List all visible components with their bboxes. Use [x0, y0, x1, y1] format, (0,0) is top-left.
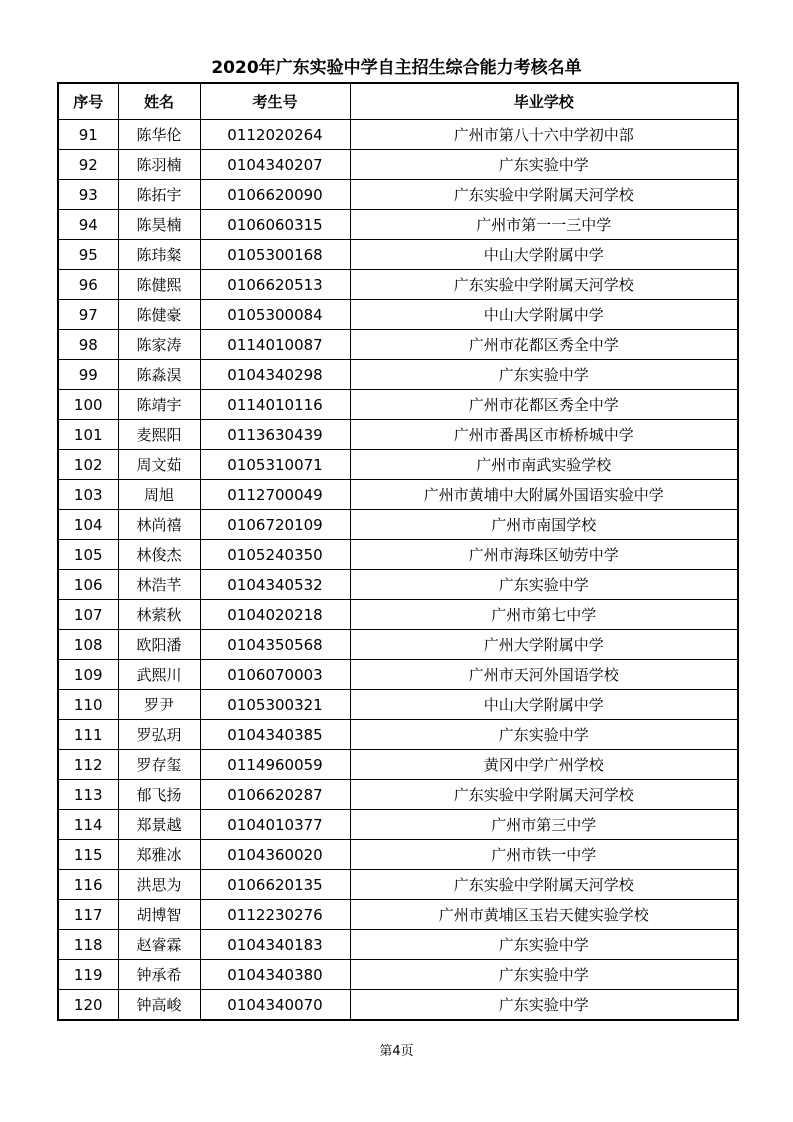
cell-school: 广东实验中学附属天河学校: [350, 180, 738, 210]
cell-exam-id: 0112020264: [200, 120, 350, 150]
table-row: [58, 870, 738, 900]
cell-seq: 112: [58, 750, 118, 780]
table-row: [58, 660, 738, 690]
cell-exam-id: 0112700049: [200, 480, 350, 510]
cell-name: 陈健豪: [118, 300, 200, 330]
table-row: [58, 420, 738, 450]
table-row: [58, 180, 738, 210]
cell-name: 麦熙阳: [118, 420, 200, 450]
cell-name: 陈昊楠: [118, 210, 200, 240]
cell-exam-id: 0105300168: [200, 240, 350, 270]
cell-seq: 91: [58, 120, 118, 150]
cell-name: 郑景越: [118, 810, 200, 840]
cell-school: 广州市花都区秀全中学: [350, 390, 738, 420]
table-body: [58, 120, 738, 1021]
cell-school: 广东实验中学: [350, 990, 738, 1021]
cell-exam-id: 0104340183: [200, 930, 350, 960]
cell-school: 广东实验中学: [350, 960, 738, 990]
table-row: [58, 210, 738, 240]
cell-seq: 120: [58, 990, 118, 1021]
cell-name: 欧阳潘: [118, 630, 200, 660]
cell-exam-id: 0106070003: [200, 660, 350, 690]
cell-seq: 98: [58, 330, 118, 360]
cell-exam-id: 0106060315: [200, 210, 350, 240]
cell-seq: 104: [58, 510, 118, 540]
cell-school: 广州市南国学校: [350, 510, 738, 540]
cell-name: 赵睿霖: [118, 930, 200, 960]
table-row: [58, 960, 738, 990]
cell-exam-id: 0104340070: [200, 990, 350, 1021]
cell-seq: 114: [58, 810, 118, 840]
cell-name: 林俊杰: [118, 540, 200, 570]
cell-seq: 119: [58, 960, 118, 990]
cell-school: 广东实验中学: [350, 150, 738, 180]
cell-exam-id: 0112230276: [200, 900, 350, 930]
cell-seq: 95: [58, 240, 118, 270]
cell-exam-id: 0104360020: [200, 840, 350, 870]
cell-seq: 99: [58, 360, 118, 390]
cell-seq: 103: [58, 480, 118, 510]
table-row: [58, 780, 738, 810]
cell-exam-id: 0104350568: [200, 630, 350, 660]
cell-name: 钟高峻: [118, 990, 200, 1021]
table-row: [58, 930, 738, 960]
cell-seq: 94: [58, 210, 118, 240]
cell-name: 陈淼淏: [118, 360, 200, 390]
cell-school: 广州市海珠区劬劳中学: [350, 540, 738, 570]
cell-school: 广东实验中学: [350, 360, 738, 390]
cell-school: 中山大学附属中学: [350, 240, 738, 270]
cell-exam-id: 0106620287: [200, 780, 350, 810]
cell-name: 胡博智: [118, 900, 200, 930]
cell-school: 广州市第七中学: [350, 600, 738, 630]
cell-seq: 93: [58, 180, 118, 210]
cell-school: 广州市铁一中学: [350, 840, 738, 870]
table-row: [58, 390, 738, 420]
table-row: [58, 510, 738, 540]
cell-school: 广州市番禺区市桥桥城中学: [350, 420, 738, 450]
cell-exam-id: 0106620090: [200, 180, 350, 210]
cell-school: 广东实验中学: [350, 720, 738, 750]
header-exam-id: 考生号: [200, 83, 350, 120]
table-row: [58, 540, 738, 570]
cell-seq: 97: [58, 300, 118, 330]
table-row: [58, 990, 738, 1021]
table-row: [58, 750, 738, 780]
cell-exam-id: 0105310071: [200, 450, 350, 480]
page-title: 2020年广东实验中学自主招生综合能力考核名单: [211, 58, 582, 78]
cell-school: 中山大学附属中学: [350, 300, 738, 330]
cell-name: 罗尹: [118, 690, 200, 720]
cell-exam-id: 0106620135: [200, 870, 350, 900]
cell-exam-id: 0114010116: [200, 390, 350, 420]
cell-school: 广州市天河外国语学校: [350, 660, 738, 690]
cell-school: 广州市第一一三中学: [350, 210, 738, 240]
cell-name: 罗存玺: [118, 750, 200, 780]
table-row: [58, 690, 738, 720]
cell-school: 广东实验中学附属天河学校: [350, 270, 738, 300]
cell-name: 罗弘玥: [118, 720, 200, 750]
cell-seq: 113: [58, 780, 118, 810]
cell-seq: 101: [58, 420, 118, 450]
cell-name: 武熙川: [118, 660, 200, 690]
table-row: [58, 240, 738, 270]
cell-exam-id: 0104340532: [200, 570, 350, 600]
cell-exam-id: 0113630439: [200, 420, 350, 450]
cell-seq: 107: [58, 600, 118, 630]
cell-exam-id: 0106720109: [200, 510, 350, 540]
cell-seq: 109: [58, 660, 118, 690]
cell-exam-id: 0105240350: [200, 540, 350, 570]
cell-exam-id: 0104340380: [200, 960, 350, 990]
cell-school: 广州市黄埔区玉岩天健实验学校: [350, 900, 738, 930]
cell-exam-id: 0105300084: [200, 300, 350, 330]
cell-name: 洪思为: [118, 870, 200, 900]
cell-school: 广州市第三中学: [350, 810, 738, 840]
cell-name: 陈健熙: [118, 270, 200, 300]
cell-school: 广州市第八十六中学初中部: [350, 120, 738, 150]
header-seq: 序号: [58, 83, 118, 120]
cell-name: 林尚禧: [118, 510, 200, 540]
cell-name: 陈家涛: [118, 330, 200, 360]
page-number: 第4页: [379, 1044, 414, 1059]
table-row: [58, 600, 738, 630]
cell-name: 陈玮粲: [118, 240, 200, 270]
cell-school: 广东实验中学附属天河学校: [350, 780, 738, 810]
cell-exam-id: 0106620513: [200, 270, 350, 300]
table-row: [58, 360, 738, 390]
table-row: [58, 300, 738, 330]
cell-name: 周旭: [118, 480, 200, 510]
cell-exam-id: 0105300321: [200, 690, 350, 720]
cell-seq: 117: [58, 900, 118, 930]
table-row: [58, 450, 738, 480]
cell-seq: 106: [58, 570, 118, 600]
cell-name: 林浩芊: [118, 570, 200, 600]
table-row: [58, 120, 738, 150]
cell-school: 广州大学附属中学: [350, 630, 738, 660]
cell-name: 陈华伦: [118, 120, 200, 150]
cell-name: 郑雅冰: [118, 840, 200, 870]
cell-seq: 105: [58, 540, 118, 570]
table-row: [58, 150, 738, 180]
cell-seq: 118: [58, 930, 118, 960]
cell-school: 广东实验中学: [350, 930, 738, 960]
cell-seq: 111: [58, 720, 118, 750]
table-row: [58, 630, 738, 660]
cell-seq: 96: [58, 270, 118, 300]
cell-name: 郁飞扬: [118, 780, 200, 810]
roster-table: [57, 82, 739, 1021]
cell-name: 陈靖宇: [118, 390, 200, 420]
cell-name: 林萦秋: [118, 600, 200, 630]
table-header-row: [58, 83, 738, 120]
cell-seq: 115: [58, 840, 118, 870]
cell-name: 周文茹: [118, 450, 200, 480]
cell-name: 陈拓宇: [118, 180, 200, 210]
table-row: [58, 840, 738, 870]
table-row: [58, 270, 738, 300]
cell-seq: 116: [58, 870, 118, 900]
cell-exam-id: 0104340207: [200, 150, 350, 180]
table-row: [58, 570, 738, 600]
table-row: [58, 810, 738, 840]
cell-school: 广州市花都区秀全中学: [350, 330, 738, 360]
cell-exam-id: 0104020218: [200, 600, 350, 630]
table-row: [58, 900, 738, 930]
cell-school: 广东实验中学: [350, 570, 738, 600]
cell-seq: 110: [58, 690, 118, 720]
cell-exam-id: 0104340298: [200, 360, 350, 390]
cell-seq: 108: [58, 630, 118, 660]
cell-exam-id: 0114960059: [200, 750, 350, 780]
table-row: [58, 330, 738, 360]
cell-school: 中山大学附属中学: [350, 690, 738, 720]
cell-name: 钟承希: [118, 960, 200, 990]
cell-school: 广州市南武实验学校: [350, 450, 738, 480]
cell-seq: 100: [58, 390, 118, 420]
cell-exam-id: 0104340385: [200, 720, 350, 750]
table-row: [58, 720, 738, 750]
header-name: 姓名: [118, 83, 200, 120]
cell-seq: 102: [58, 450, 118, 480]
cell-seq: 92: [58, 150, 118, 180]
cell-school: 广东实验中学附属天河学校: [350, 870, 738, 900]
table-row: [58, 480, 738, 510]
cell-school: 广州市黄埔中大附属外国语实验中学: [350, 480, 738, 510]
cell-exam-id: 0104010377: [200, 810, 350, 840]
header-school: 毕业学校: [350, 83, 738, 120]
cell-school: 黄冈中学广州学校: [350, 750, 738, 780]
cell-exam-id: 0114010087: [200, 330, 350, 360]
cell-name: 陈羽楠: [118, 150, 200, 180]
